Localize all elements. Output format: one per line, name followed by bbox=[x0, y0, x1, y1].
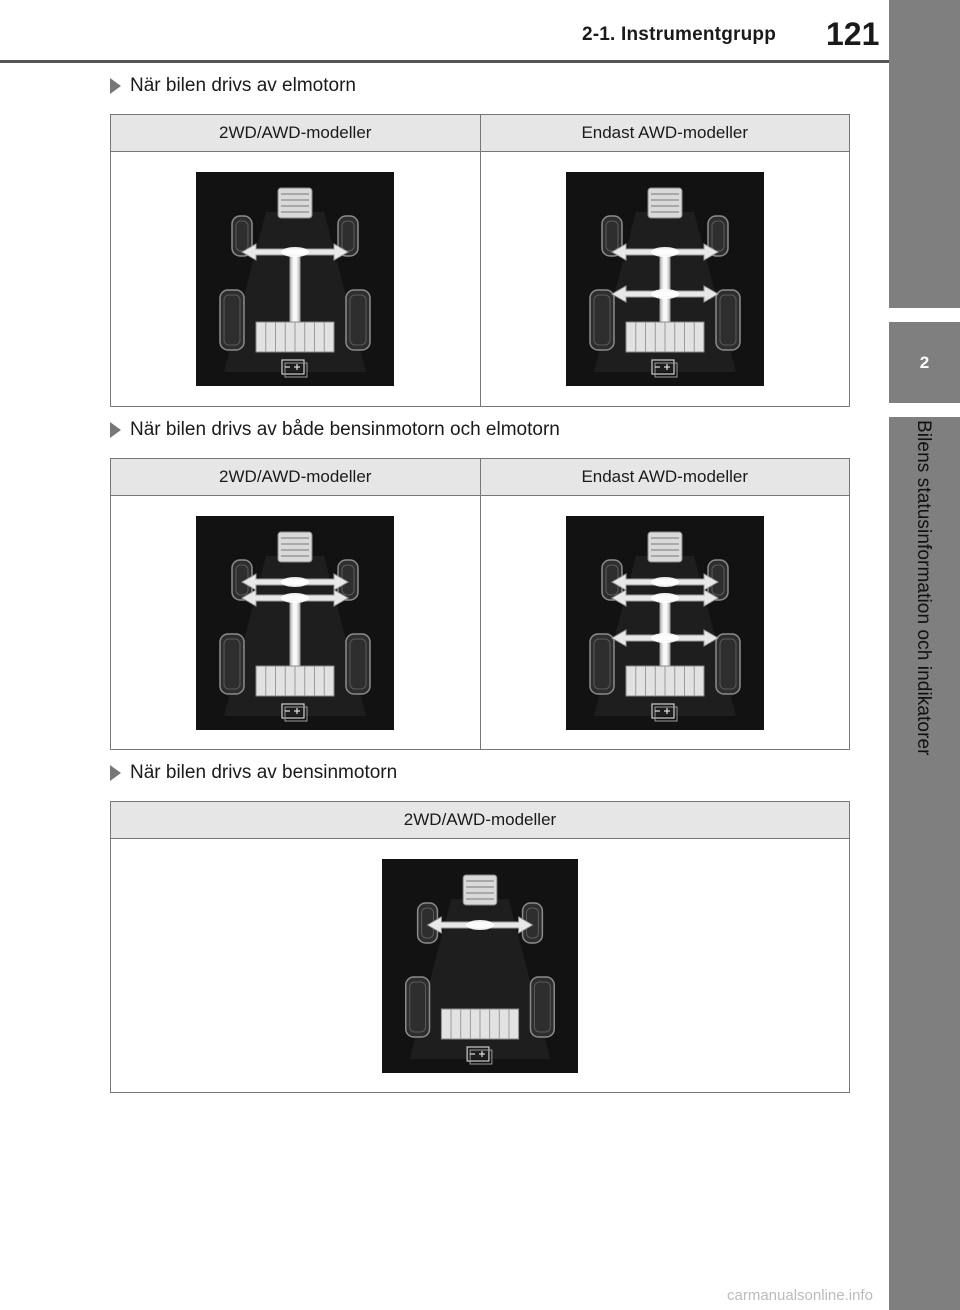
diagram-cell bbox=[480, 496, 850, 750]
section-heading-gasoline bbox=[110, 762, 397, 784]
bullet-triangle-icon bbox=[110, 765, 121, 781]
battery-pack-icon bbox=[256, 666, 334, 696]
engine-icon bbox=[648, 188, 682, 218]
section-heading-hybrid bbox=[110, 419, 560, 441]
engine-icon bbox=[278, 188, 312, 218]
mode-table-electric bbox=[110, 114, 850, 407]
section-heading-text: När bilen drivs av både bensinmotorn och elmotorn bbox=[130, 419, 560, 440]
page-number: 121 bbox=[826, 16, 880, 52]
section-title: 2-1. Instrumentgrupp bbox=[582, 24, 777, 45]
column-header: 2WD/AWD-modeller bbox=[111, 115, 481, 152]
column-header: 2WD/AWD-modeller bbox=[111, 802, 850, 839]
diagram-cell bbox=[480, 152, 850, 407]
diagram-cell bbox=[111, 152, 481, 407]
energy-flow-diagram bbox=[382, 859, 578, 1073]
flow-glow bbox=[651, 633, 679, 643]
battery-pack-icon bbox=[441, 1009, 518, 1039]
header-divider bbox=[0, 60, 906, 63]
flow-glow bbox=[281, 577, 309, 587]
flow-glow bbox=[651, 593, 679, 603]
chapter-number: 2 bbox=[919, 352, 930, 372]
column-header: Endast AWD-modeller bbox=[480, 459, 850, 496]
diagram-cell bbox=[111, 496, 481, 750]
watermark: carmanualsonline.info bbox=[727, 1287, 873, 1304]
flow-glow bbox=[651, 247, 679, 257]
side-tab-upper bbox=[889, 0, 960, 308]
bullet-triangle-icon bbox=[110, 78, 121, 94]
section-heading-electric bbox=[110, 75, 356, 97]
engine-icon bbox=[278, 532, 312, 562]
shaft-glow bbox=[293, 600, 298, 668]
chapter-tab[interactable] bbox=[889, 322, 960, 403]
section-heading-text: När bilen drivs av elmotorn bbox=[130, 75, 356, 96]
flow-glow bbox=[281, 247, 309, 257]
energy-flow-diagram bbox=[566, 172, 764, 386]
battery-pack-icon bbox=[256, 322, 334, 352]
flow-glow bbox=[651, 577, 679, 587]
energy-flow-diagram bbox=[196, 172, 394, 386]
column-header: Endast AWD-modeller bbox=[480, 115, 850, 152]
diagram-cell bbox=[111, 839, 850, 1093]
mode-table-gasoline bbox=[110, 801, 850, 1093]
engine-icon bbox=[463, 875, 497, 905]
energy-flow-diagram bbox=[566, 516, 764, 730]
flow-glow bbox=[466, 920, 494, 930]
chapter-title: Bilens statusinformation och indikatorer bbox=[913, 420, 934, 756]
battery-pack-icon bbox=[626, 322, 704, 352]
section-heading-text: När bilen drivs av bensinmotorn bbox=[130, 762, 398, 783]
flow-glow bbox=[651, 289, 679, 299]
column-header: 2WD/AWD-modeller bbox=[111, 459, 481, 496]
mode-table-hybrid bbox=[110, 458, 850, 750]
engine-icon bbox=[648, 532, 682, 562]
flow-glow bbox=[281, 593, 309, 603]
energy-flow-diagram bbox=[196, 516, 394, 730]
shaft-glow bbox=[293, 256, 298, 324]
bullet-triangle-icon bbox=[110, 422, 121, 438]
battery-pack-icon bbox=[626, 666, 704, 696]
